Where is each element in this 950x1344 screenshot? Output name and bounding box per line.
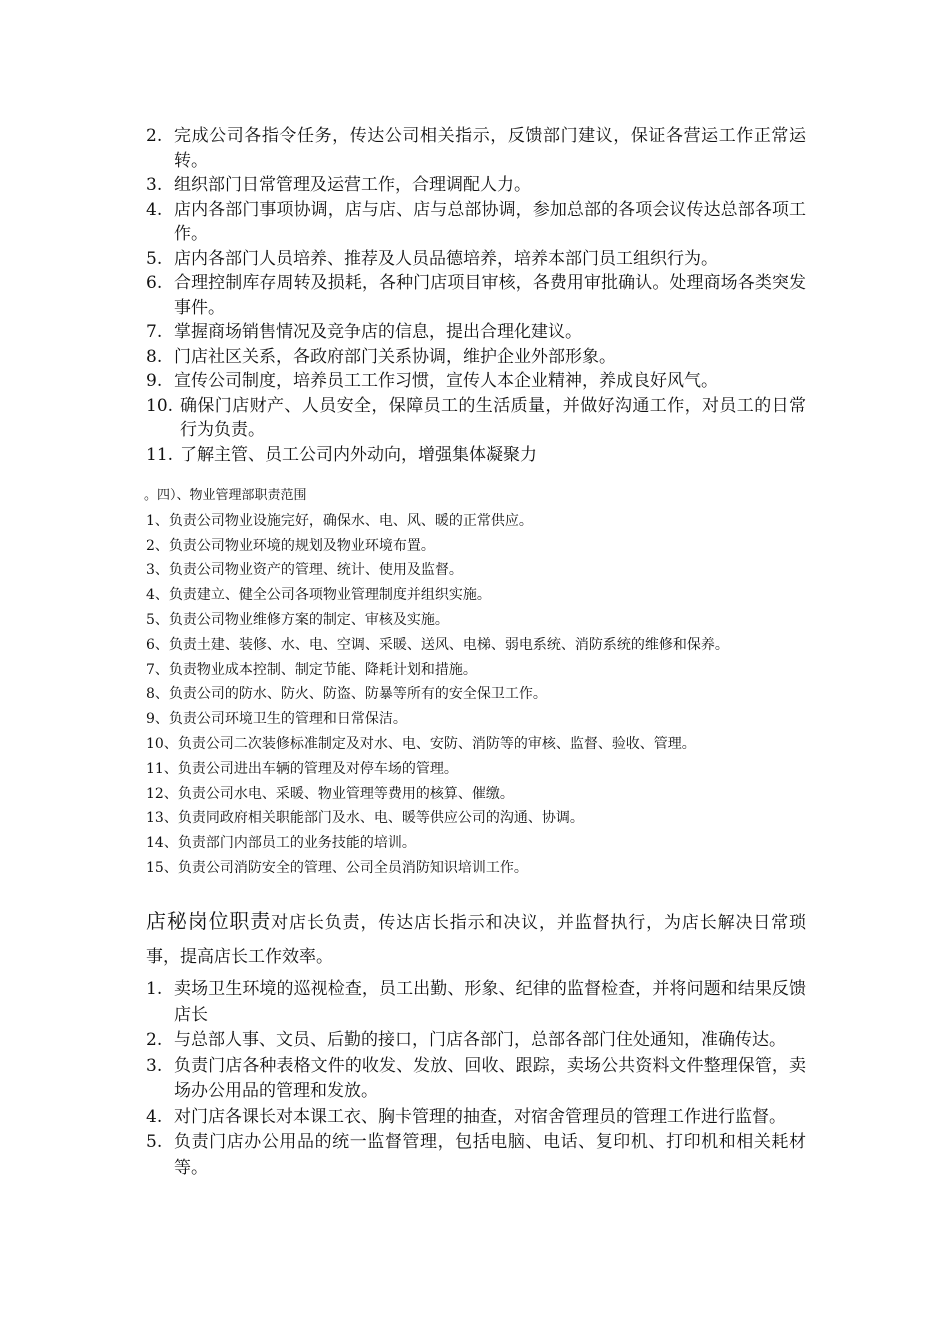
item-text: 门店社区关系，各政府部门关系协调，维护企业外部形象。: [174, 346, 616, 367]
section-title: 店秘岗位职责: [146, 909, 272, 933]
list-item: [146, 345, 806, 370]
list-item: 7、负责物业成本控制、制定节能、降耗计划和措施。: [146, 661, 477, 678]
item-number: 11.: [146, 444, 174, 465]
item-text: 组织部门日常管理及运营工作，合理调配人力。: [174, 175, 531, 195]
list-item: 6、负责土建、装修、水、电、空调、采暖、送风、电梯、弱电系统、消防系统的维修和保养。: [146, 636, 729, 653]
intro-text: 对店长负责，传达店长指示和决议，并监督执行，为店长解决日常琐事，提高店长工作效率。: [146, 913, 807, 967]
item-number: 1.: [146, 979, 163, 999]
item-text: 了解主管、员工公司内外动向，增强集体凝聚力: [180, 444, 537, 465]
item-text: 店内各部门人员培养、推荐及人员品德培养，培养本部门员工组织行为。: [174, 248, 718, 269]
list-item: 4、负责建立、健全公司各项物业管理制度并组织实施。: [146, 587, 491, 604]
item-text: 宣传公司制度，培养员工工作习惯，宣传人本企业精神，养成良好风气。: [174, 371, 718, 391]
list-item: 1、负责公司物业设施完好，确保水、电、风、暖的正常供应。: [146, 512, 533, 529]
list-item: 3、负责公司物业资产的管理、统计、使用及监督。: [146, 562, 463, 579]
list-item: [146, 320, 806, 345]
list-item: [146, 394, 806, 443]
item-number: 4.: [146, 199, 163, 220]
item-text: 卖场卫生环境的巡视检查，员工出勤、形象、纪律的监督检查，并将问题和结果反馈店长: [174, 979, 806, 1025]
item-text: 负责门店各种表格文件的收发、发放、回收、跟踪，卖场公共资料文件整理保管，卖场办公用品的管理和发放。: [174, 1055, 806, 1101]
item-number: 3.: [146, 175, 163, 195]
item-number: 5.: [146, 248, 163, 269]
item-number: 3.: [146, 1055, 163, 1076]
list-item: 11、负责公司进出车辆的管理及对停车场的管理。: [146, 760, 458, 777]
item-number: 7.: [146, 322, 163, 342]
section-intro: [146, 904, 806, 974]
list-item: 14、负责部门内部员工的业务技能的培训。: [146, 835, 416, 852]
section-heading: 。四）、物业管理部职责范围: [144, 488, 307, 503]
property-department-section: [146, 484, 816, 881]
list-item: 2、负责公司物业环境的规划及物业环境布置。: [146, 537, 435, 554]
item-text: 与总部人事、文员、后勤的接口，门店各部门，总部各部门住处通知，准确传达。: [174, 1030, 786, 1050]
list-item: [146, 271, 806, 320]
item-text: 负责门店办公用品的统一监督管理，包括电脑、电话、复印机、打印机和相关耗材等。: [174, 1132, 806, 1178]
item-number: 9.: [146, 371, 163, 391]
item-text: 合理控制库存周转及损耗，各种门店项目审核，各费用审批确认。处理商场各类突发事件。: [174, 273, 806, 318]
list-item: 5、负责公司物业维修方案的制定、审核及实施。: [146, 611, 449, 628]
item-number: 2.: [146, 126, 163, 146]
list-item: 8、负责公司的防水、防火、防盗、防暴等所有的安全保卫工作。: [146, 686, 547, 703]
list-item: 9、负责公司环境卫生的管理和日常保洁。: [146, 711, 407, 728]
list-item: [146, 1028, 806, 1054]
store-manager-duties-list: [146, 124, 806, 467]
list-item: 12、负责公司水电、采暖、物业管理等费用的核算、催缴。: [146, 785, 514, 802]
item-number: 8.: [146, 346, 163, 367]
list-item: [146, 1054, 806, 1105]
list-item: [146, 124, 806, 173]
item-number: 5.: [146, 1132, 163, 1152]
item-text: 确保门店财产、人员安全，保障员工的生活质量，并做好沟通工作，对员工的日常行为负责。: [180, 395, 806, 440]
list-item: 15、负责公司消防安全的管理、公司全员消防知识培训工作。: [146, 859, 528, 876]
list-item: [146, 977, 806, 1028]
store-secretary-section: [146, 904, 806, 1181]
item-text: 对门店各课长对本课工衣、胸卡管理的抽查，对宿舍管理员的管理工作进行监督。: [174, 1106, 786, 1127]
list-item: [146, 173, 806, 198]
item-text: 完成公司各指令任务，传达公司相关指示，反馈部门建议，保证各营运工作正常运转。: [174, 126, 806, 171]
list-item: [146, 1130, 806, 1181]
list-item: 13、负责同政府相关职能部门及水、电、暖等供应公司的沟通、协调。: [146, 810, 584, 827]
item-number: 6.: [146, 273, 163, 293]
item-number: 10.: [146, 395, 174, 416]
list-item: [146, 1105, 806, 1131]
item-text: 店内各部门事项协调，店与店、店与总部协调，参加总部的各项会议传达总部各项工作。: [174, 199, 806, 244]
list-item: [146, 443, 806, 468]
list-item: [146, 369, 806, 394]
list-item: [146, 247, 806, 272]
item-number: 2.: [146, 1030, 163, 1050]
list-item: 10、负责公司二次装修标准制定及对水、电、安防、消防等的审核、监督、验收、管理。: [146, 735, 696, 752]
list-item: [146, 198, 806, 247]
item-text: 掌握商场销售情况及竞争店的信息，提出合理化建议。: [174, 322, 582, 342]
secretary-duties-list: [146, 977, 806, 1181]
item-number: 4.: [146, 1106, 163, 1127]
